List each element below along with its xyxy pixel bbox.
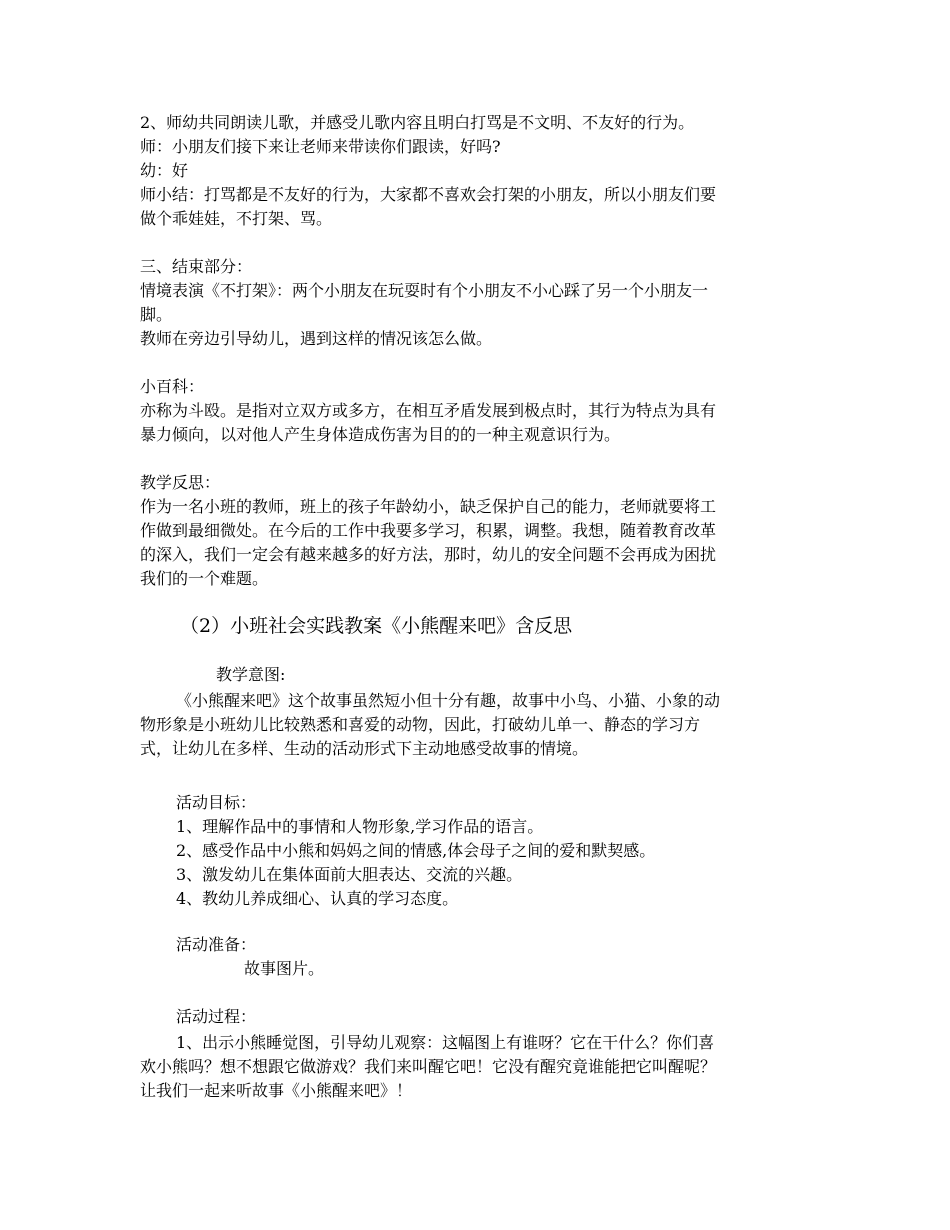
section2-line-2: 脚。 [140,305,173,324]
section2-line-3: 教师在旁边引导幼儿，遇到这样的情况该怎么做。 [140,329,493,348]
section3-line-2: 暴力倾向，以对他人产生身体造成伤害为目的的一种主观意识行为。 [140,425,621,444]
intent-title: 教学意图: [216,665,286,684]
goal-item-1: 1、理解作品中的事情和人物形象,学习作品的语言。 [176,817,544,836]
section1-line-2: 师：小朋友们接下来让老师来带读你们跟读，好吗? [140,137,501,156]
intent-line-3: 式，让幼儿在多样、生动的活动形式下主动地感受故事的情境。 [140,739,589,758]
process-line-2: 欢小熊吗？想不想跟它做游戏？我们来叫醒它吧！它没有醒究竟谁能把它叫醒呢？ [140,1057,717,1076]
section4-title: 教学反思： [140,473,221,492]
section2-title: 三、结束部分： [140,257,253,276]
process-title: 活动过程： [176,1007,257,1026]
intent-line-2: 物形象是小班幼儿比较熟悉和喜爱的动物，因此，打破幼儿单一、静态的学习方 [140,715,701,734]
prep-title: 活动准备： [176,935,257,954]
process-line-1: 1、出示小熊睡觉图，引导幼儿观察：这幅图上有谁呀？它在干什么？你们喜 [176,1033,715,1052]
section4-line-4: 我们的一个难题。 [140,569,269,588]
section4-line-2: 作做到最细微处。在今后的工作中我要多学习，积累，调整。我想，随着教育改革 [140,521,717,540]
goal-item-2: 2、感受作品中小熊和妈妈之间的情感,体会母子之间的爱和默契感。 [176,841,656,860]
section1-line-1: 2、师幼共同朗读儿歌，并感受儿歌内容且明白打骂是不文明、不友好的行为。 [140,113,695,132]
section4-line-3: 的深入，我们一定会有越来越多的好方法，那时，幼儿的安全问题不会再成为困扰 [140,545,717,564]
goal-item-3: 3、激发幼儿在集体面前大胆表达、交流的兴趣。 [176,865,523,884]
process-line-3: 让我们一起来听故事《小熊醒来吧》！ [140,1081,413,1100]
prep-line-1: 故事图片。 [244,959,325,978]
section1-line-5: 做个乖娃娃，不打架、骂。 [140,209,333,228]
section3-line-1: 亦称为斗殴。是指对立双方或多方，在相互矛盾发展到极点时，其行为特点为具有 [140,401,717,420]
section4-line-1: 作为一名小班的教师，班上的孩子年龄幼小，缺乏保护自己的能力，老师就要将工 [140,497,717,516]
goal-item-4: 4、教幼儿养成细心、认真的学习态度。 [176,889,459,908]
section3-title: 小百科： [140,377,205,396]
intent-line-1: 《小熊醒来吧》这个故事虽然短小但十分有趣，故事中小鸟、小猫、小象的动 [176,691,721,710]
section1-line-4: 师小结：打骂都是不友好的行为，大家都不喜欢会打架的小朋友，所以小朋友们要 [140,185,717,204]
section1-line-3: 幼：好 [140,161,189,180]
section2-line-1: 情境表演《不打架》：两个小朋友在玩耍时有个小朋友不小心踩了另一个小朋友一 [140,281,709,300]
lesson2-heading: （2）小班社会实践教案《小熊醒来吧》含反思 [180,615,573,637]
goals-title: 活动目标： [176,793,257,812]
